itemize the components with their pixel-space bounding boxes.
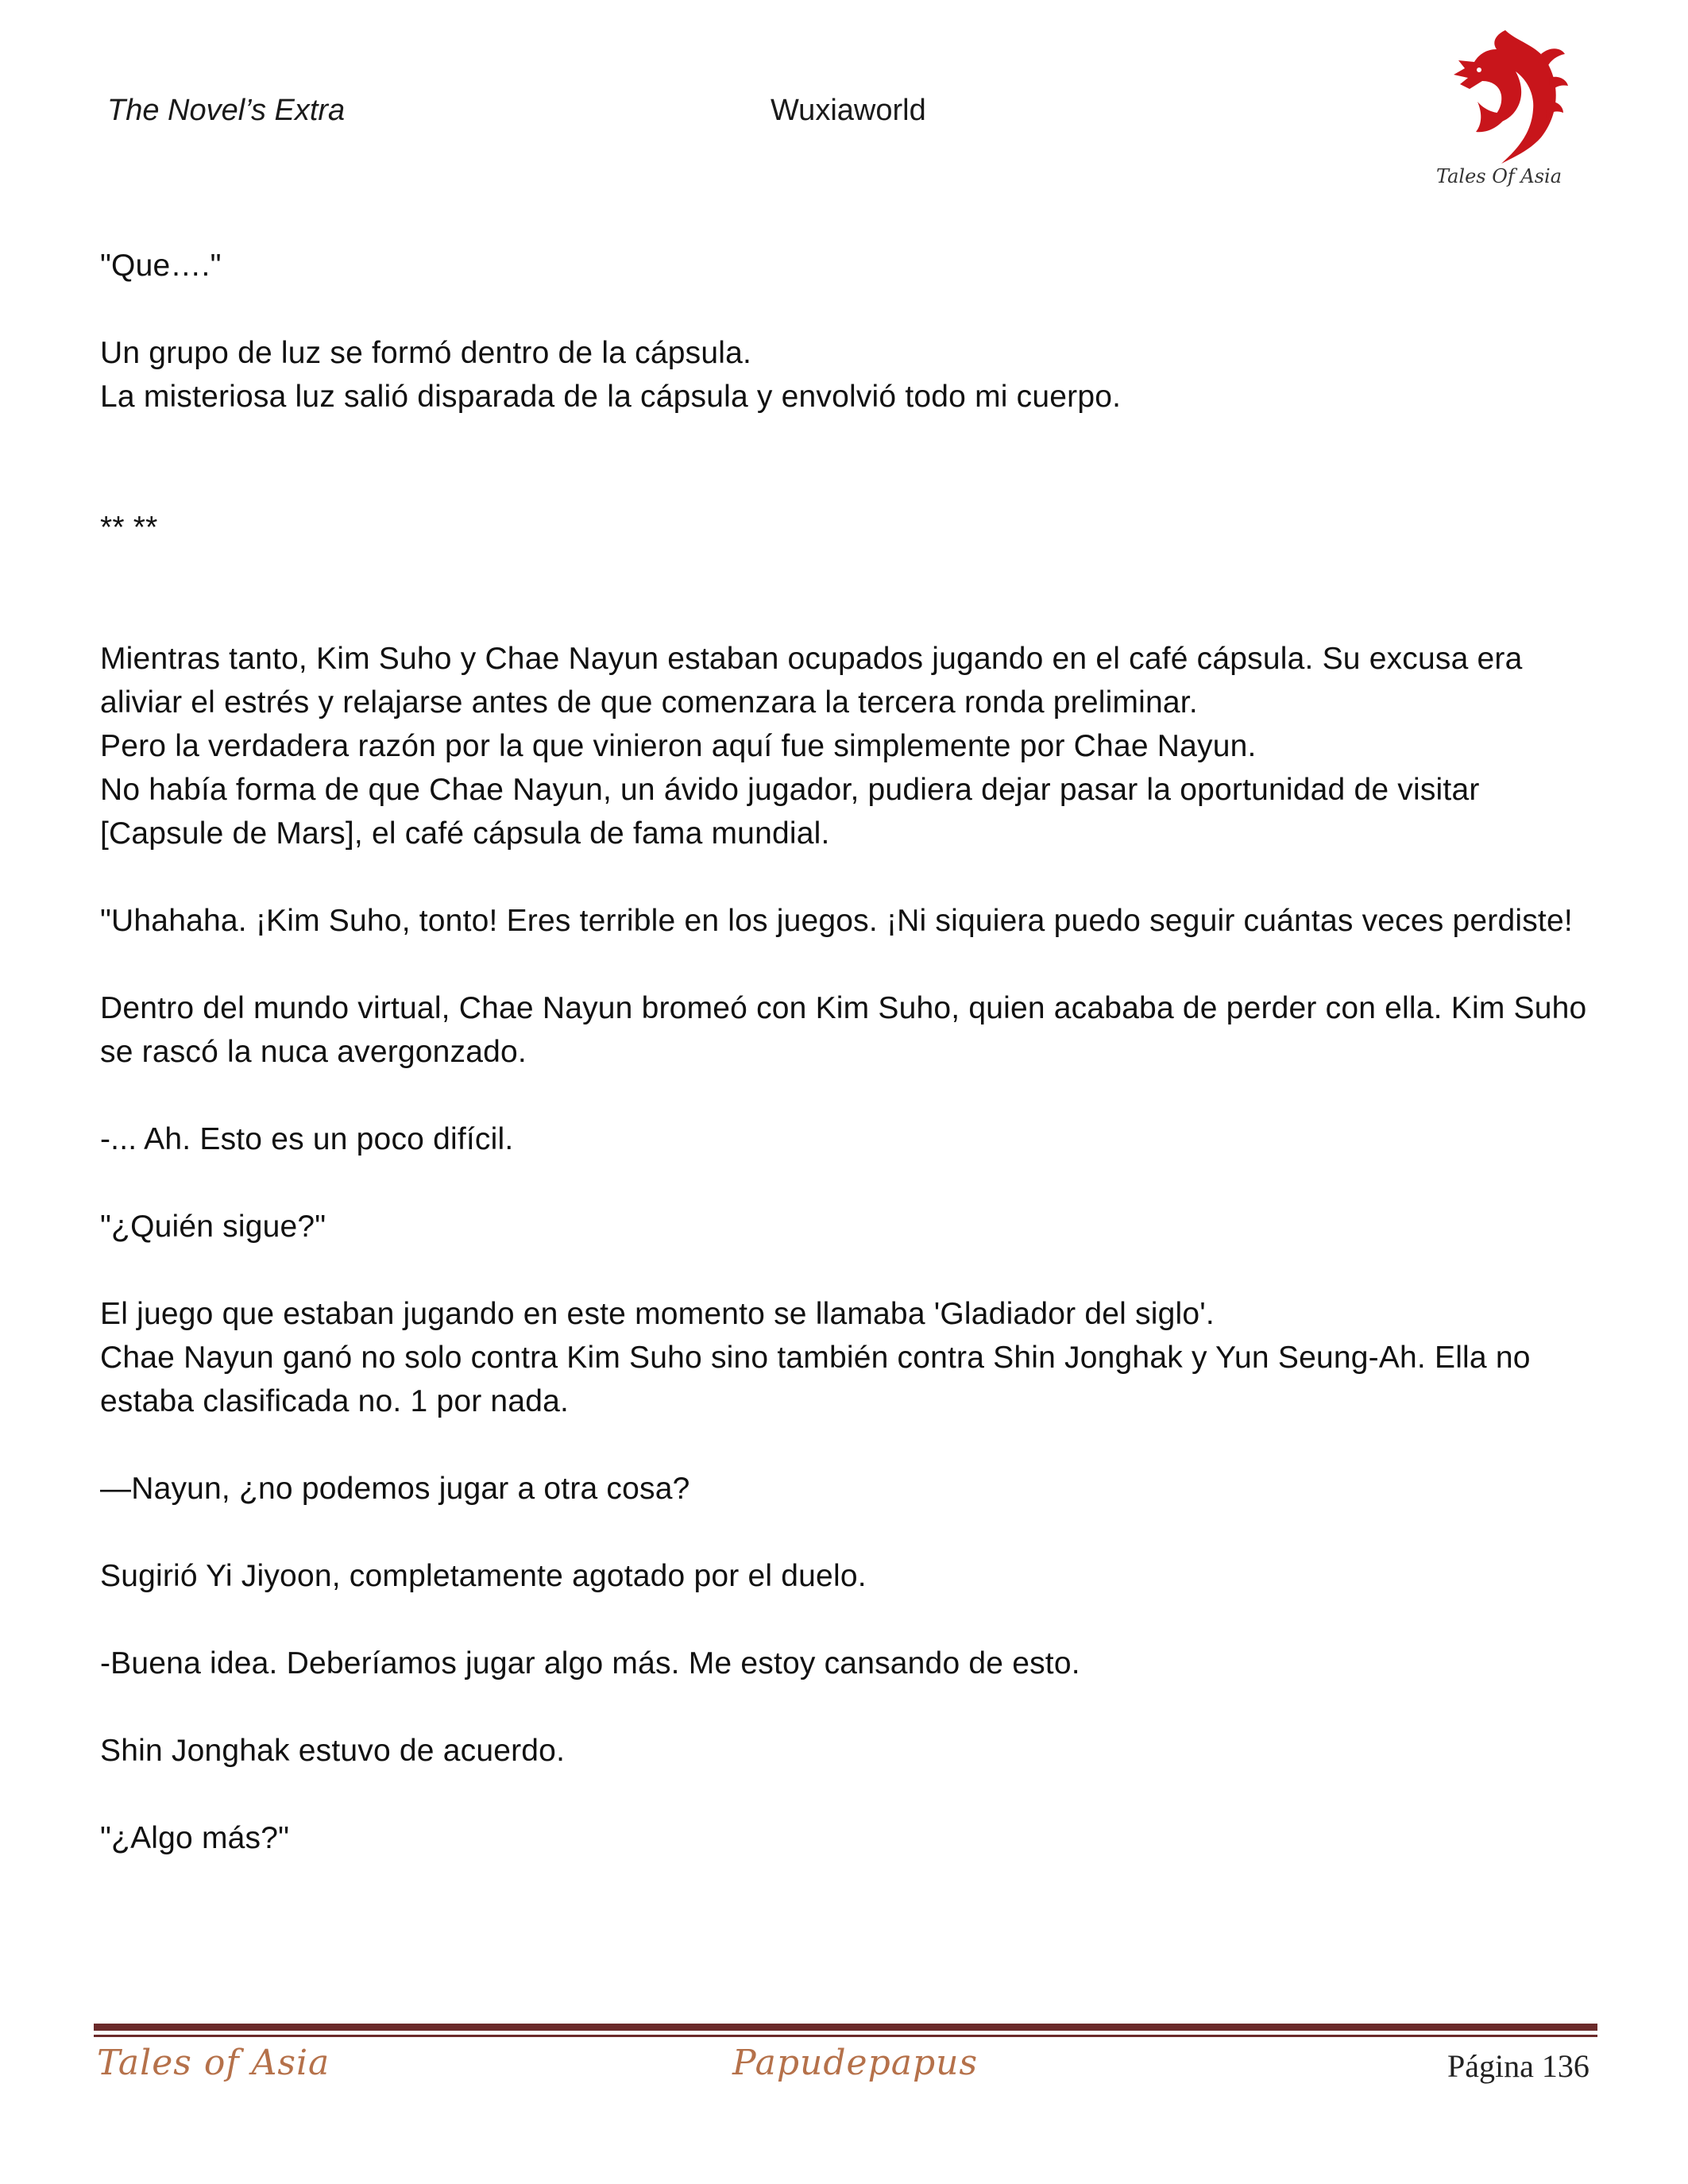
paragraph: Shin Jonghak estuvo de acuerdo. [100,1734,566,1768]
blank-line [100,943,1593,986]
footer-translator: Papudepapus [732,2043,979,2083]
footer-brand: Tales of Asia [97,2043,330,2083]
blank-line [100,1074,1593,1117]
dragon-logo-icon [1430,22,1569,189]
chapter-body [100,244,1593,1860]
paragraph: "Uhahaha. ¡Kim Suho, tonto! Eres terrible en los juegos. ¡Ni siquiera puedo seguir cuántas veces perdiste! [100,904,1573,938]
paragraph: Chae Nayun ganó no solo contra Kim Suho sino también contra Shin Jonghak y Yun Seung-Ah. Ella no estaba clasificada no. 1 por nada. [100,1341,1531,1418]
blank-line [100,1773,1593,1816]
paragraph: No había forma de que Chae Nayun, un ávido jugador, pudiera dejar pasar la oportunidad de visitar [Capsule de Mars], el café cápsula de fama mundial. [100,773,1480,851]
logo-text: Tales Of Asia [1435,165,1562,187]
paragraph: El juego que estaban jugando en este momento se llamaba 'Gladiador del siglo'. [100,1297,1215,1331]
paragraph: Dentro del mundo virtual, Chae Nayun bromeó con Kim Suho, quien acababa de perder con ella. Kim Suho se rascó la nuca avergonzado. [100,991,1587,1069]
blank-line [100,1423,1593,1467]
site-name: Wuxiaworld [771,94,926,127]
blank-line [100,1161,1593,1205]
page-number: Página 136 [1447,2048,1590,2084]
paragraph: Un grupo de luz se formó dentro de la cápsula. [100,336,752,370]
paragraph: Pero la verdadera razón por la que vinieron aquí fue simplemente por Chae Nayun. [100,729,1257,763]
paragraph: "Que…." [100,249,222,283]
blank-line [100,287,1593,331]
blank-line [100,1598,1593,1642]
blank-line [100,1248,1593,1292]
blank-line [100,462,1593,506]
paragraph: -... Ah. Esto es un poco difícil. [100,1122,514,1156]
footer-rule [94,2024,1597,2031]
blank-line [100,593,1593,637]
paragraph: ** ** [100,511,158,545]
blank-line [100,1685,1593,1729]
footer-rule-thin [94,2035,1597,2037]
paragraph: "¿Algo más?" [100,1821,290,1855]
paragraph: Sugirió Yi Jiyoon, completamente agotado por el duelo. [100,1559,867,1593]
blank-line [100,550,1593,593]
paragraph: —Nayun, ¿no podemos jugar a otra cosa? [100,1472,690,1506]
paragraph: "¿Quién sigue?" [100,1210,326,1244]
blank-line [100,419,1593,462]
blank-line [100,855,1593,899]
book-title: The Novel’s Extra [107,94,346,127]
paragraph: La misteriosa luz salió disparada de la cápsula y envolvió todo mi cuerpo. [100,380,1122,414]
paragraph: Mientras tanto, Kim Suho y Chae Nayun estaban ocupados jugando en el café cápsula. Su excusa era aliviar el estrés y relajarse antes de que comenzara la tercera ronda preliminar. [100,642,1523,720]
blank-line [100,1511,1593,1554]
paragraph: -Buena idea. Deberíamos jugar algo más. Me estoy cansando de esto. [100,1646,1080,1680]
